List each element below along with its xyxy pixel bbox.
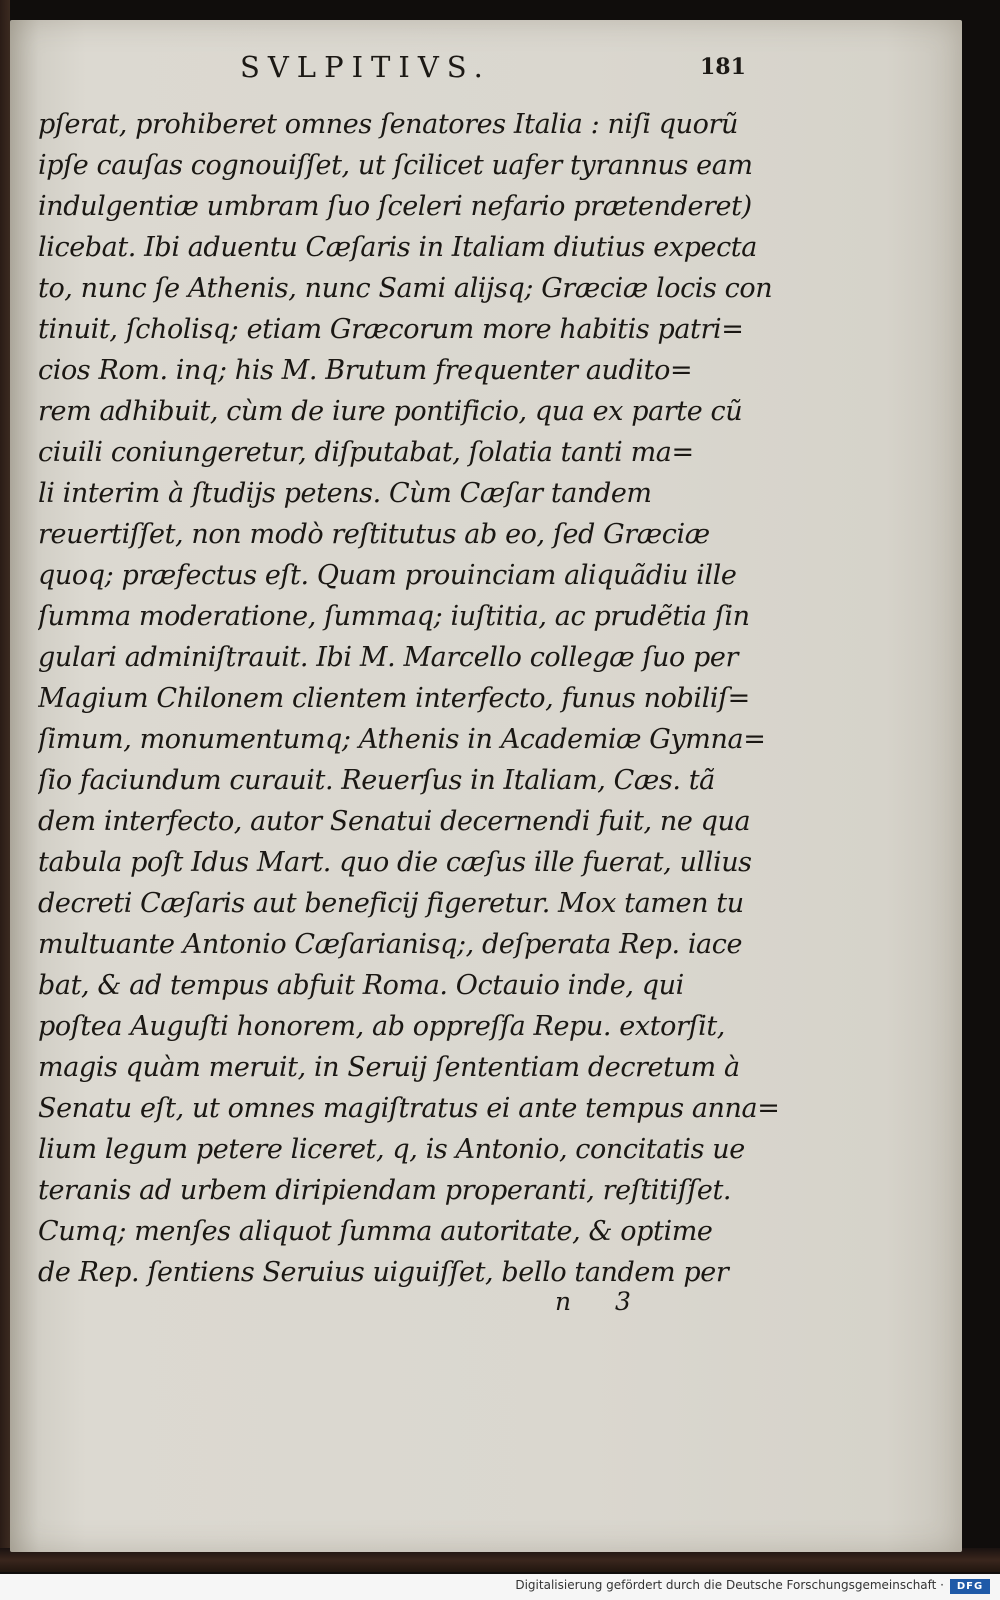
text-line: poſtea Auguſti honorem, ab oppreſſa Repu. extorſit, [38,1011,725,1042]
text-line: Cumq; menſes aliquot ſumma autoritate, & optime [38,1216,713,1247]
book-page [10,20,962,1552]
running-head [10,50,962,100]
text-line: indulgentiæ umbram ſuo ſceleri nefario prætenderet) [38,191,752,222]
text-line: ſumma moderatione, ſummaq; iuſtitia, ac prudẽtia ſin [38,601,750,632]
text-line: Magium Chilonem clientem interfecto, funus nobiliſ= [38,683,750,714]
text-line: tinuit, ſcholisq; etiam Græcorum more habitis patri= [38,314,744,345]
text-line: reuertiſſet, non modò reſtitutus ab eo, ſed Græciæ [38,519,710,550]
text-line: teranis ad urbem diripiendam properanti, reſtitiſſet. [38,1175,732,1206]
text-line: bat, & ad tempus abfuit Roma. Octauio inde, qui [38,970,684,1001]
digitization-footer [0,1574,1000,1600]
text-line: Senatu eſt, ut omnes magiſtratus ei ante tempus anna= [38,1093,780,1124]
text-line: ſio faciundum curauit. Reuerſus in Italiam, Cæs. tã [38,765,715,796]
text-line: cios Rom. inq; his M. Brutum frequenter audito= [38,355,693,386]
text-line: multuante Antonio Cæſarianisq;, deſperata Rep. iace [38,929,743,960]
text-line: gulari adminiſtrauit. Ibi M. Marcello collegæ ſuo per [38,642,738,673]
text-line: lium legum petere liceret, q, is Antonio, concitatis ue [38,1134,745,1165]
page-number: 181 [700,54,746,80]
text-line: to, nunc ſe Athenis, nunc Sami alijsq; Græciæ locis con [38,273,773,304]
dfg-logo: DFG [950,1579,990,1594]
book-board-left [0,0,10,1568]
text-line: ciuili coniungeretur, diſputabat, ſolatia tanti ma= [38,437,694,468]
text-line: de Rep. ſentiens Seruius uiguiſſet, bello tandem per [38,1257,729,1288]
text-line: magis quàm meruit, in Seruij ſententiam decretum à [38,1052,740,1083]
text-line: licebat. Ibi aduentu Cæſaris in Italiam diutius expecta [38,232,757,263]
text-line: li interim à ſtudijs petens. Cùm Cæſar tandem [38,478,652,509]
text-line: rem adhibuit, cùm de iure pontificio, qua ex parte cũ [38,396,743,427]
signature-mark: n 3 [555,1287,649,1316]
text-line: quoq; præfectus eſt. Quam prouinciam aliquãdiu ille [38,560,737,591]
text-line: ipſe cauſas cognouiſſet, ut ſcilicet uafer tyrannus eam [38,150,753,181]
footer-credit-text: Digitalisierung gefördert durch die Deutsche Forschungsgemeinschaft · [515,1578,944,1592]
text-line: decreti Cæſaris aut beneficij figeretur. Mox tamen tu [38,888,744,919]
text-line: ſimum, monumentumq; Athenis in Academiæ Gymna= [38,724,766,755]
text-line: dem interfecto, autor Senatui decernendi fuit, ne qua [38,806,751,837]
text-line: pſerat, prohiberet omnes ſenatores Italia : niſi quorũ [38,109,738,140]
text-line: tabula poſt Idus Mart. quo die cæſus ille fuerat, ullius [38,847,752,878]
running-title: SVLPITIVS. [240,50,491,84]
body-text [38,104,938,1293]
